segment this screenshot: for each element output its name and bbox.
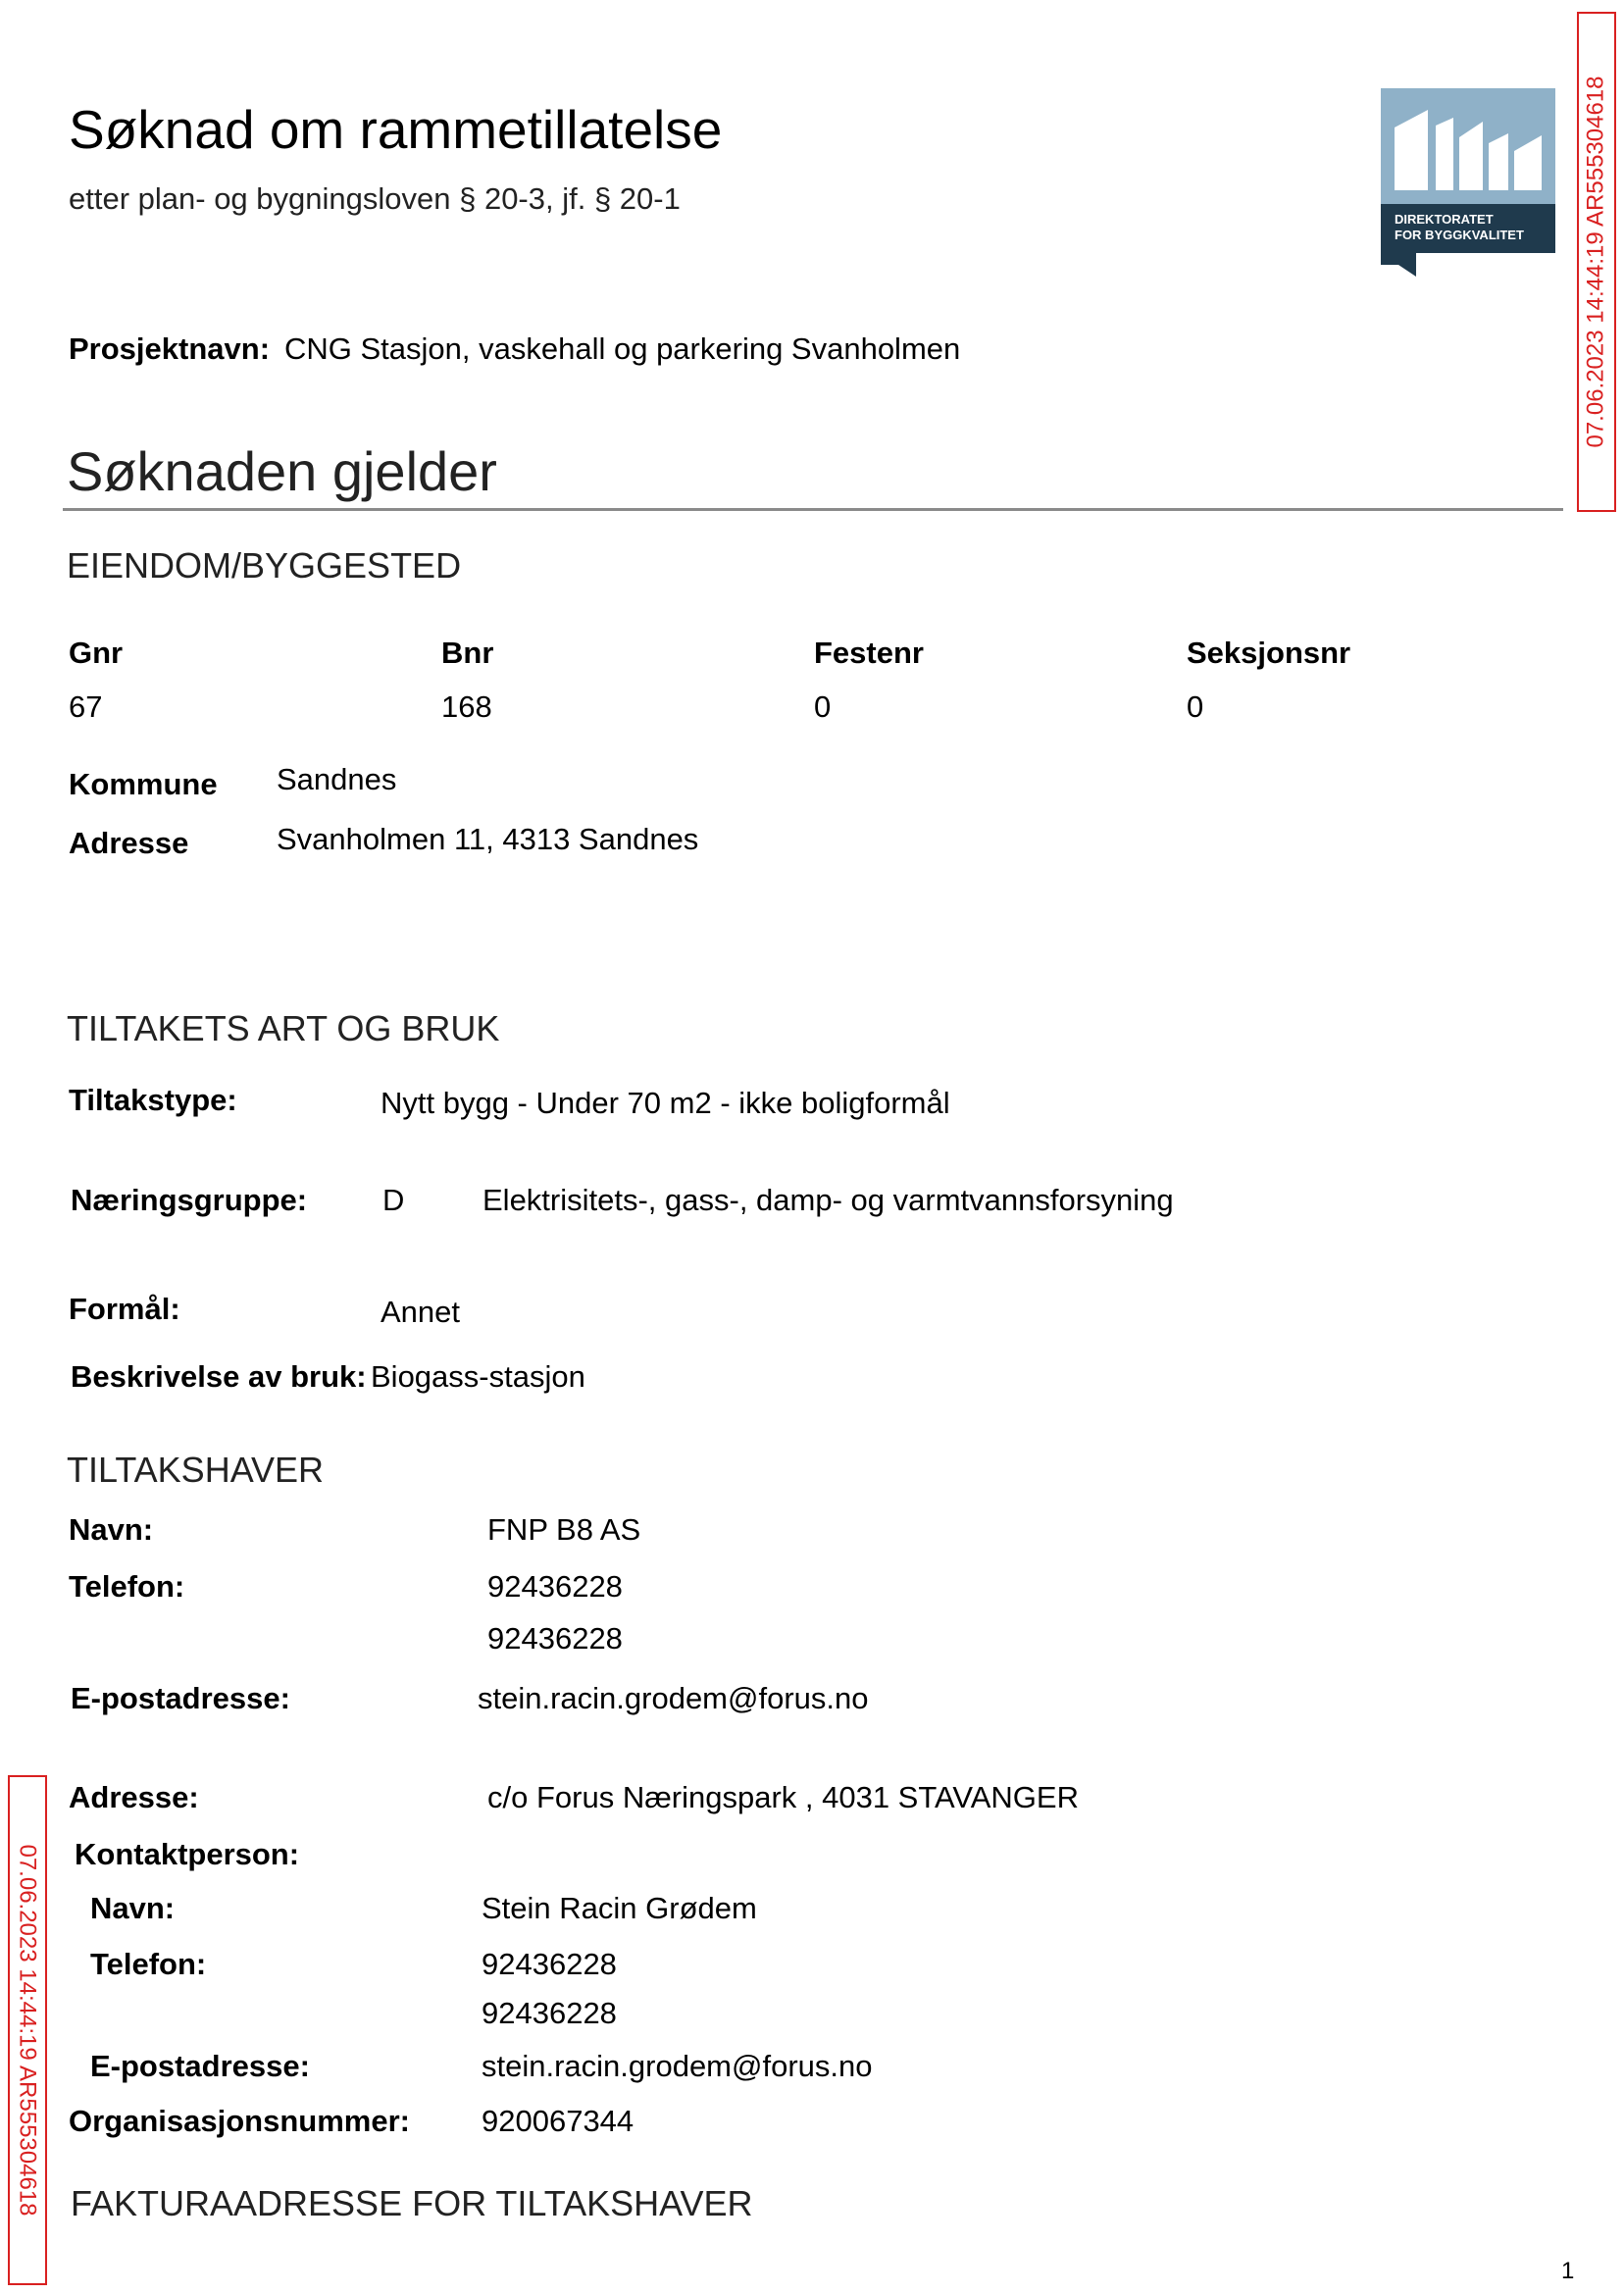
tiltak-heading: TILTAKETS ART OG BRUK [67,1008,500,1048]
epost-value: stein.racin.grodem@forus.no [478,1681,869,1715]
page-title: Søknad om rammetillatelse [69,99,723,160]
navn-label: Navn: [69,1512,154,1547]
section-title: Søknaden gjelder [67,440,497,502]
bruk-label: Beskrivelse av bruk: [71,1359,367,1394]
tiltakshaver-adresse-value: c/o Forus Næringspark , 4031 STAVANGER [487,1780,1079,1814]
navn-value: FNP B8 AS [487,1512,641,1547]
tiltakstype-label: Tiltakstype: [69,1083,237,1117]
naeringsgruppe-code: D [382,1183,405,1217]
seksjonsnr-value: 0 [1187,689,1204,724]
seksjonsnr-label: Seksjonsnr [1187,636,1351,670]
formal-label: Formål: [69,1292,180,1326]
project-label: Prosjektnavn: [69,331,271,366]
logo-line2: FOR BYGGKVALITET [1395,228,1524,242]
org-value: 920067344 [482,2104,634,2138]
faktura-heading: FAKTURAADRESSE FOR TILTAKSHAVER [71,2183,753,2223]
telefon-label: Telefon: [69,1569,185,1604]
epost-label: E-postadresse: [71,1681,290,1715]
gnr-label: Gnr [69,636,124,670]
kontakt-telefon-value-2: 92436228 [482,1996,617,2030]
telefon-value-2: 92436228 [487,1621,623,1656]
eiendom-heading: EIENDOM/BYGGESTED [67,545,462,586]
kontakt-epost-label: E-postadresse: [90,2049,310,2083]
timestamp-stamp-right [1577,12,1616,512]
formal-value: Annet [381,1295,461,1329]
page-number: 1 [1561,2258,1575,2284]
kontakt-navn-label: Navn: [90,1891,176,1925]
tiltakstype-value: Nytt bygg - Under 70 m2 - ikke boligformål [381,1086,950,1120]
org-label: Organisasjonsnummer: [69,2104,410,2138]
bnr-value: 168 [441,689,492,724]
bruk-value: Biogass-stasjon [371,1359,585,1394]
tiltakshaver-heading: TILTAKSHAVER [67,1450,325,1490]
festenr-value: 0 [814,689,832,724]
telefon-value-1: 92436228 [487,1569,623,1604]
stamp-text: 07.06.2023 14:44:19 AR555304618 [15,1844,41,2217]
building-logo-icon [1381,88,1555,277]
dibk-logo [1381,88,1555,277]
festenr-label: Festenr [814,636,924,670]
page-subtitle: etter plan- og bygningsloven § 20-3, jf. § 20-1 [69,181,681,216]
timestamp-stamp-left [8,1775,47,2285]
naeringsgruppe-label: Næringsgruppe: [71,1183,308,1217]
kontakt-navn-value: Stein Racin Grødem [482,1891,757,1925]
kontakt-telefon-value-1: 92436228 [482,1947,617,1981]
tiltakshaver-adresse-label: Adresse: [69,1780,199,1814]
kontakt-epost-value: stein.racin.grodem@forus.no [482,2049,873,2083]
project-name: CNG Stasjon, vaskehall og parkering Svanholmen [284,331,961,366]
kommune-value: Sandnes [277,762,397,796]
adresse-value: Svanholmen 11, 4313 Sandnes [277,822,699,856]
stamp-text: 07.06.2023 14:44:19 AR555304618 [1583,76,1609,448]
kontaktperson-label: Kontaktperson: [75,1837,300,1871]
section-divider [63,508,1563,511]
kommune-label: Kommune [69,767,218,801]
logo-line1: DIREKTORATET [1395,212,1494,227]
adresse-label: Adresse [69,826,189,860]
bnr-label: Bnr [441,636,494,670]
naeringsgruppe-text: Elektrisitets-, gass-, damp- og varmtvannsforsyning [482,1183,1174,1217]
gnr-value: 67 [69,689,103,724]
kontakt-telefon-label: Telefon: [90,1947,207,1981]
